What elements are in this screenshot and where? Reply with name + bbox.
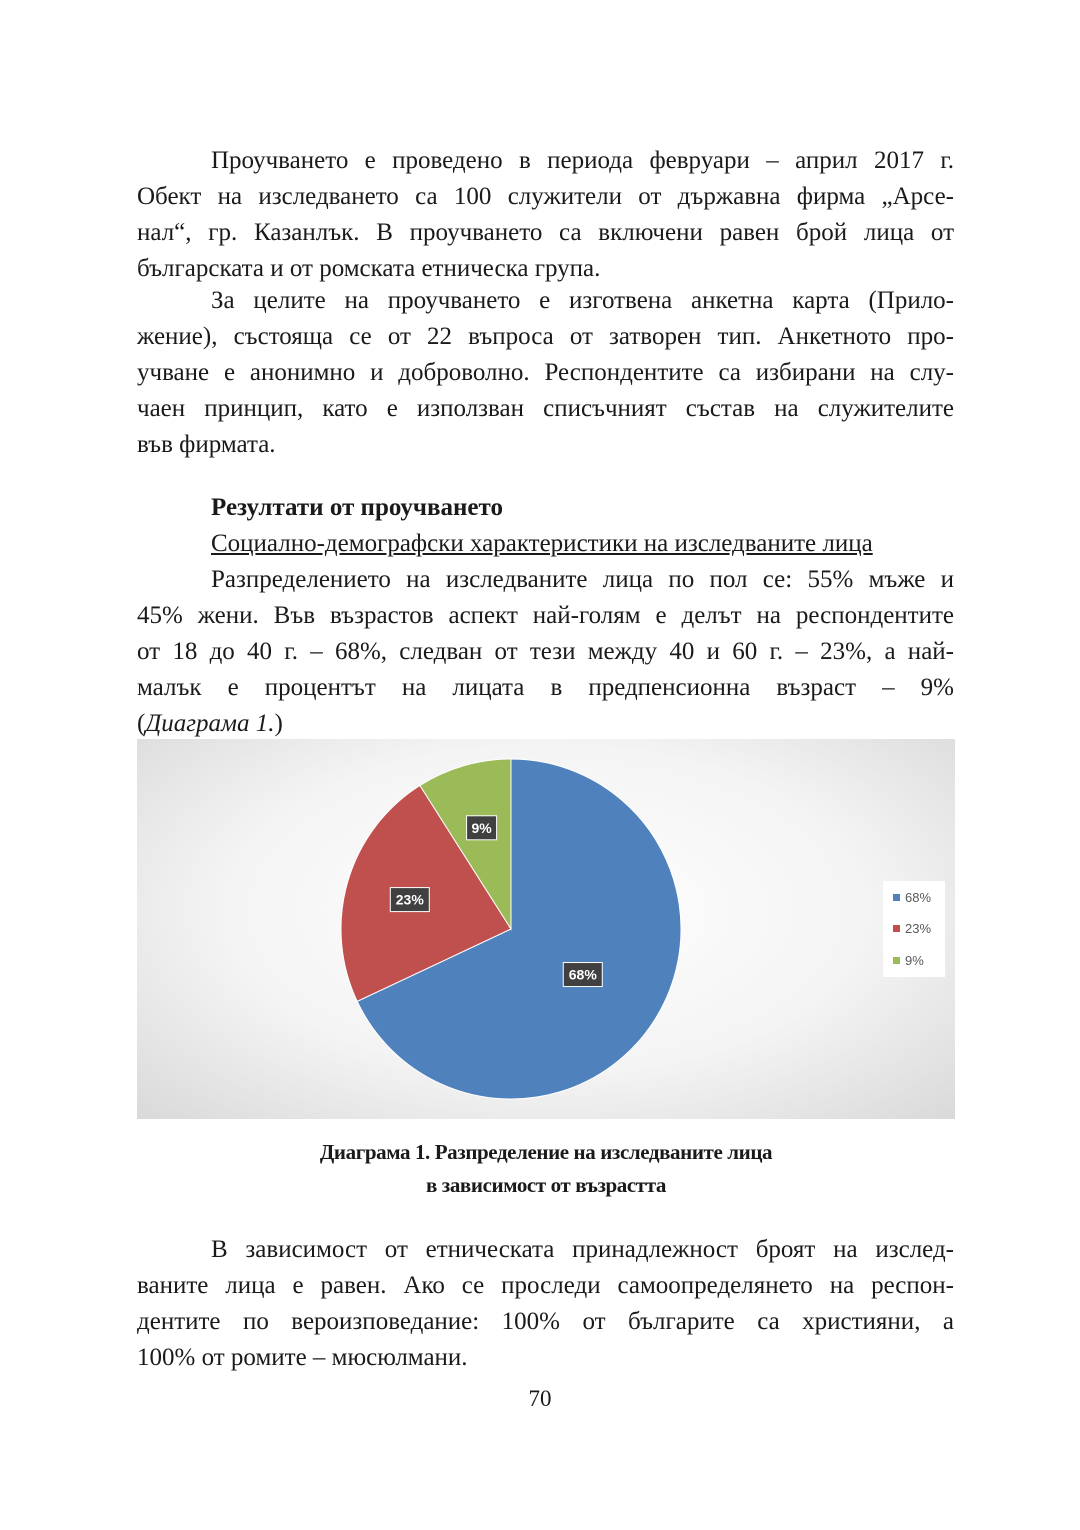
section-heading: Резултати от проучването [211,494,503,521]
paragraph-ethnicity [137,1232,954,1376]
legend-label: 9% [905,953,924,968]
figure-caption [137,1136,955,1202]
pie-data-label [390,888,429,912]
text-line: нал“, гр. Казанлък. В проучването са включени равен брой лица от [137,219,954,246]
legend-swatch-icon [893,894,900,901]
pie-chart-age-distribution [137,739,955,1119]
page-number: 70 [528,1386,552,1411]
paragraph-survey-card [137,283,954,463]
data-label-text: 23% [395,891,424,908]
data-label-text: 9% [471,819,492,836]
text-line: от 18 до 40 г. – 68%, следван от тези между 40 и 60 г. – 23%, а най- [137,638,954,665]
text-line: жение), състояща се от 22 въпроса от затворен тип. Анкетното про- [137,323,954,350]
ref-close: ) [274,710,283,737]
legend-item [893,890,931,906]
subheading-text: Социално-демографски характеристики на изследваните лица [211,530,873,557]
ref-link: Диаграма 1. [145,710,275,737]
results-section [137,490,954,742]
text-line: ваните лица е равен. Ако се проследи самоопределянето на респон- [137,1272,954,1299]
text-line: дентите по вероизповедание: 100% от българите са християни, а [137,1308,954,1335]
data-label-text: 68% [568,966,597,983]
text-line: Обект на изследването са 100 служители от държавна фирма „Арсе- [137,183,954,210]
text-line: В зависимост от етническата принадлежност броят на изслед- [211,1236,954,1263]
chart-legend [883,881,945,977]
text-line: учване е анонимно и доброволно. Респондентите са избирани на слу- [137,359,954,386]
text-line: във фирмата. [137,431,276,458]
legend-label: 68% [905,890,932,905]
text-line: чаен принцип, като е използван списъчният състав на служителите [137,395,954,422]
legend-label: 23% [905,921,932,936]
legend-swatch-icon [893,957,900,964]
text-line: Проучването е проведено в периода февруари – април 2017 г. [211,147,954,174]
text-line: малък е процентът на лицата в предпенсионна възраст – 9% [137,674,954,701]
pie-data-label [563,963,602,987]
text-line: 100% от ромите – мюсюлмани. [137,1344,468,1371]
pie-chart-svg [137,739,955,1119]
ref-open: ( [137,710,146,737]
text-line: българската и от ромската етническа група. [137,255,601,282]
text-line: 45% жени. Във възрастов аспект най-голям е делът на респондентите [137,602,954,629]
pie-data-label [467,816,497,840]
caption-line: в зависимост от възрастта [426,1173,666,1197]
legend-swatch-icon [893,925,900,932]
legend-item [893,953,924,969]
caption-line: Диаграма 1. Разпределение на изследваните лица [319,1140,773,1164]
paragraph-study-period [137,143,954,287]
legend-item [893,921,931,937]
diagram-reference [137,706,954,742]
subsection-heading [137,526,954,562]
text-line: Разпределението на изследваните лица по пол се: 55% мъже и [211,566,954,593]
text-line: За целите на проучването е изготвена анкетна карта (Прило- [211,287,954,314]
